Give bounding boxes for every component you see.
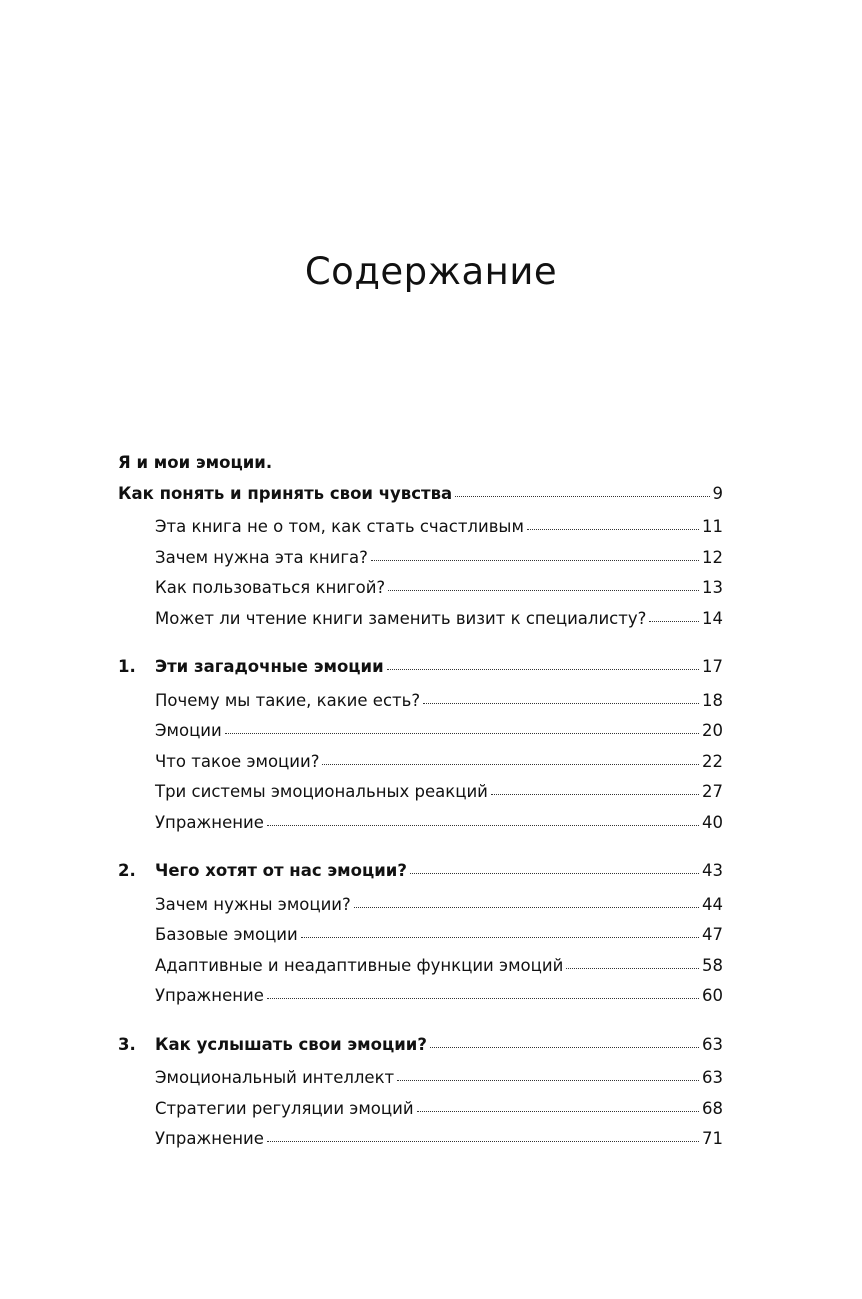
page-number: 63 — [702, 1034, 723, 1054]
toc-item[interactable] — [118, 1063, 723, 1094]
dot-leader — [267, 821, 699, 826]
page-number: 60 — [702, 986, 723, 1005]
chapter-number: 3. — [118, 1034, 136, 1054]
toc-item[interactable] — [118, 951, 723, 982]
dot-leader — [649, 617, 699, 622]
toc-item-label: Может ли чтение книги заменить визит к специалисту? — [155, 608, 647, 628]
dot-leader — [301, 933, 699, 938]
toc-item-label: Базовые эмоции — [155, 925, 298, 944]
toc-item[interactable] — [118, 543, 723, 574]
toc-item[interactable] — [118, 981, 723, 1012]
page-number: 47 — [702, 925, 723, 944]
page-number: 71 — [702, 1129, 723, 1148]
chapter-number: 1. — [118, 657, 136, 676]
chapter-3-heading[interactable] — [118, 1030, 723, 1061]
chapter-title: Как услышать свои эмоции? — [155, 1034, 427, 1054]
toc-item-label: Упражнение — [155, 1129, 264, 1148]
toc-item-label: Упражнение — [155, 812, 264, 832]
page-number: 58 — [702, 955, 723, 975]
table-of-contents — [118, 448, 723, 1155]
page-number: 43 — [702, 861, 723, 880]
toc-item[interactable] — [118, 573, 723, 604]
dot-leader — [527, 525, 699, 530]
dot-leader — [491, 790, 699, 795]
toc-item-label: Эмоции — [155, 721, 222, 740]
dot-leader — [322, 760, 699, 765]
toc-item[interactable] — [118, 777, 723, 808]
dot-leader — [417, 1107, 699, 1112]
toc-item[interactable] — [118, 747, 723, 778]
toc-item[interactable] — [118, 808, 723, 839]
page-number: 17 — [702, 657, 723, 676]
toc-item[interactable] — [118, 686, 723, 717]
page-number: 22 — [702, 751, 723, 771]
dot-leader — [387, 665, 699, 670]
toc-item-label: Почему мы такие, какие есть? — [155, 690, 421, 710]
toc-item[interactable] — [118, 716, 723, 747]
dot-leader — [354, 903, 699, 908]
toc-item-label: Стратегии регуляции эмоций — [155, 1098, 414, 1118]
toc-item[interactable] — [118, 1094, 723, 1125]
intro-title-line1: Я и мои эмоции. — [118, 453, 273, 472]
chapter-1-heading[interactable] — [118, 652, 723, 683]
dot-leader — [566, 964, 699, 969]
page-number: 27 — [702, 782, 723, 801]
dot-leader — [388, 586, 699, 591]
chapter-title: Чего хотят от нас эмоции? — [155, 861, 407, 880]
toc-item-label: Как пользоваться книгой? — [155, 578, 386, 597]
toc-item[interactable] — [118, 890, 723, 921]
dot-leader — [430, 1043, 699, 1048]
page-number: 9 — [712, 483, 723, 503]
intro-heading-line2[interactable] — [118, 479, 723, 510]
intro-heading-line1 — [118, 448, 723, 479]
dot-leader — [455, 492, 709, 497]
dot-leader — [423, 699, 699, 704]
page-number: 44 — [702, 894, 723, 914]
page-number: 63 — [702, 1068, 723, 1087]
toc-item-label: Адаптивные и неадаптивные функции эмоций — [155, 955, 564, 975]
page-number: 40 — [702, 812, 723, 832]
chapter-number: 2. — [118, 861, 136, 880]
dot-leader — [397, 1076, 699, 1081]
dot-leader — [267, 1137, 699, 1142]
dot-leader — [410, 869, 699, 874]
chapter-title: Эти загадочные эмоции — [155, 657, 384, 676]
toc-item[interactable] — [118, 1124, 723, 1155]
toc-item-label: Эта книга не о том, как стать счастливым — [155, 517, 524, 536]
page-number: 12 — [702, 547, 723, 567]
page-number: 13 — [702, 578, 723, 597]
toc-item[interactable] — [118, 920, 723, 951]
toc-item-label: Упражнение — [155, 986, 264, 1005]
toc-item[interactable] — [118, 604, 723, 635]
toc-item[interactable] — [118, 512, 723, 543]
dot-leader — [267, 994, 699, 999]
dot-leader — [225, 729, 699, 734]
toc-item-label: Эмоциональный интеллект — [155, 1068, 395, 1087]
page-number: 18 — [702, 690, 723, 710]
chapter-2-heading[interactable] — [118, 856, 723, 887]
dot-leader — [371, 556, 699, 561]
page-number: 20 — [702, 721, 723, 740]
page-number: 11 — [702, 517, 723, 536]
toc-item-label: Зачем нужна эта книга? — [155, 547, 368, 567]
page-number: 14 — [702, 608, 723, 628]
toc-item-label: Что такое эмоции? — [155, 751, 320, 771]
toc-item-label: Три системы эмоциональных реакций — [155, 782, 488, 801]
toc-item-label: Зачем нужны эмоции? — [155, 894, 351, 914]
page-title: Содержание — [304, 250, 558, 293]
intro-title-line2: Как понять и принять свои чувства — [118, 483, 453, 503]
page-number: 68 — [702, 1098, 723, 1118]
